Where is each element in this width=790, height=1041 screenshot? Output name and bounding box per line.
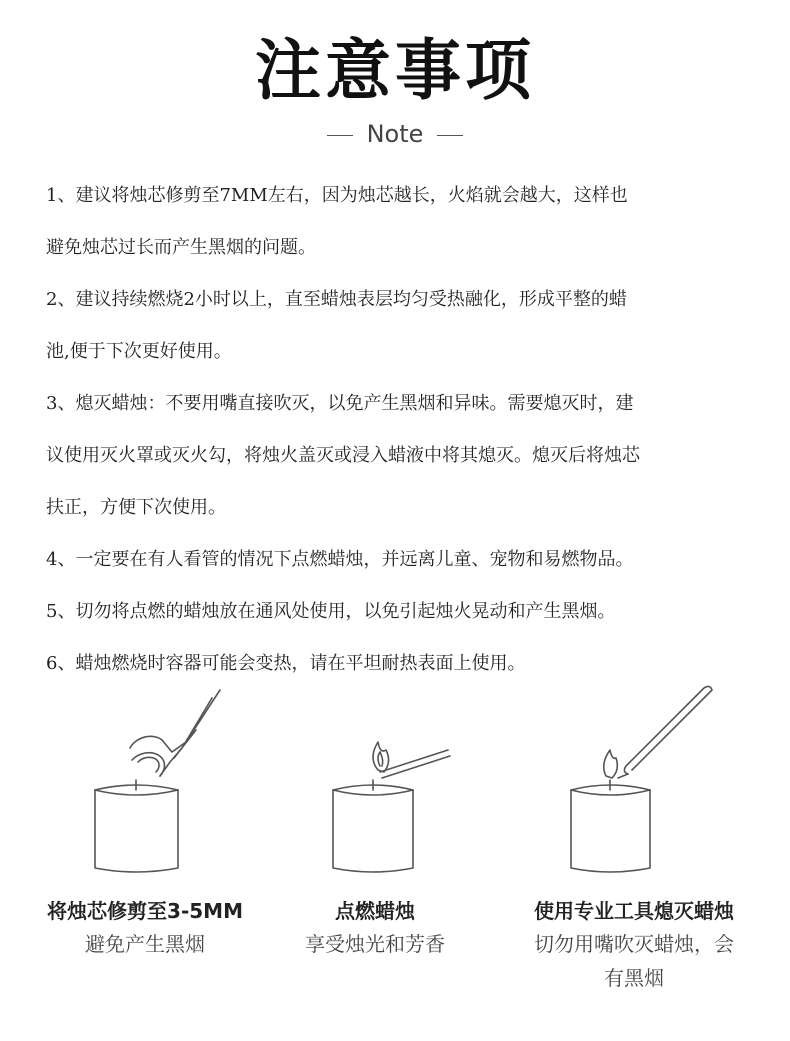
note-line: 议使用灭火罩或灭火勾，将烛火盖灭或浸入蜡液中将其熄灭。熄灭后将烛芯: [46, 445, 640, 466]
note-line: 4、一定要在有人看管的情况下点燃蜡烛，并远离儿童、宠物和易燃物品。: [46, 549, 634, 570]
caption-title: 点燃蜡烛: [335, 899, 415, 923]
page-title: 注意事项: [255, 31, 535, 109]
right-dash: [437, 135, 463, 136]
caption-title: 使用专业工具熄灭蜡烛: [534, 899, 734, 923]
snuffer-hook-icon: [571, 686, 712, 872]
wick-trimmer-icon: [95, 690, 220, 872]
caption-title: 将烛芯修剪至3-5MM: [47, 899, 243, 923]
caption-trim: [20, 895, 270, 961]
caption-subtitle: 享受烛光和芳香: [305, 932, 445, 956]
caption-subtitle: 切勿用嘴吹灭蜡烛，会: [534, 932, 734, 956]
caption-subtitle: 避免产生黑烟: [85, 932, 205, 956]
note-line: 避免烛芯过长而产生黑烟的问题。: [46, 237, 316, 258]
note-line: 2、建议持续燃烧2小时以上，直至蜡烛表层均匀受热融化，形成平整的蜡: [46, 289, 627, 310]
illustrations: [0, 678, 790, 908]
caption-light: [270, 895, 480, 961]
subtitle-text: Note: [366, 120, 424, 148]
notes-list: [46, 170, 758, 690]
left-dash: [327, 135, 353, 136]
caption-extinguish: [498, 895, 770, 995]
page-subtitle: [0, 116, 790, 152]
note-line: 6、蜡烛燃烧时容器可能会变热，请在平坦耐热表面上使用。: [46, 653, 526, 674]
note-line: 5、切勿将点燃的蜡烛放在通风处使用，以免引起烛火晃动和产生黑烟。: [46, 601, 616, 622]
note-line: 池,便于下次更好使用。: [46, 341, 232, 362]
note-line: 1、建议将烛芯修剪至7MM左右，因为烛芯越长，火焰就会越大，这样也: [46, 185, 628, 206]
caption-subtitle: 有黑烟: [604, 966, 664, 990]
note-line: 扶正，方便下次使用。: [46, 497, 226, 518]
match-lighting-icon: [333, 742, 450, 872]
note-line: 3、熄灭蜡烛：不要用嘴直接吹灭，以免产生黑烟和异味。需要熄灭时，建: [46, 393, 634, 414]
